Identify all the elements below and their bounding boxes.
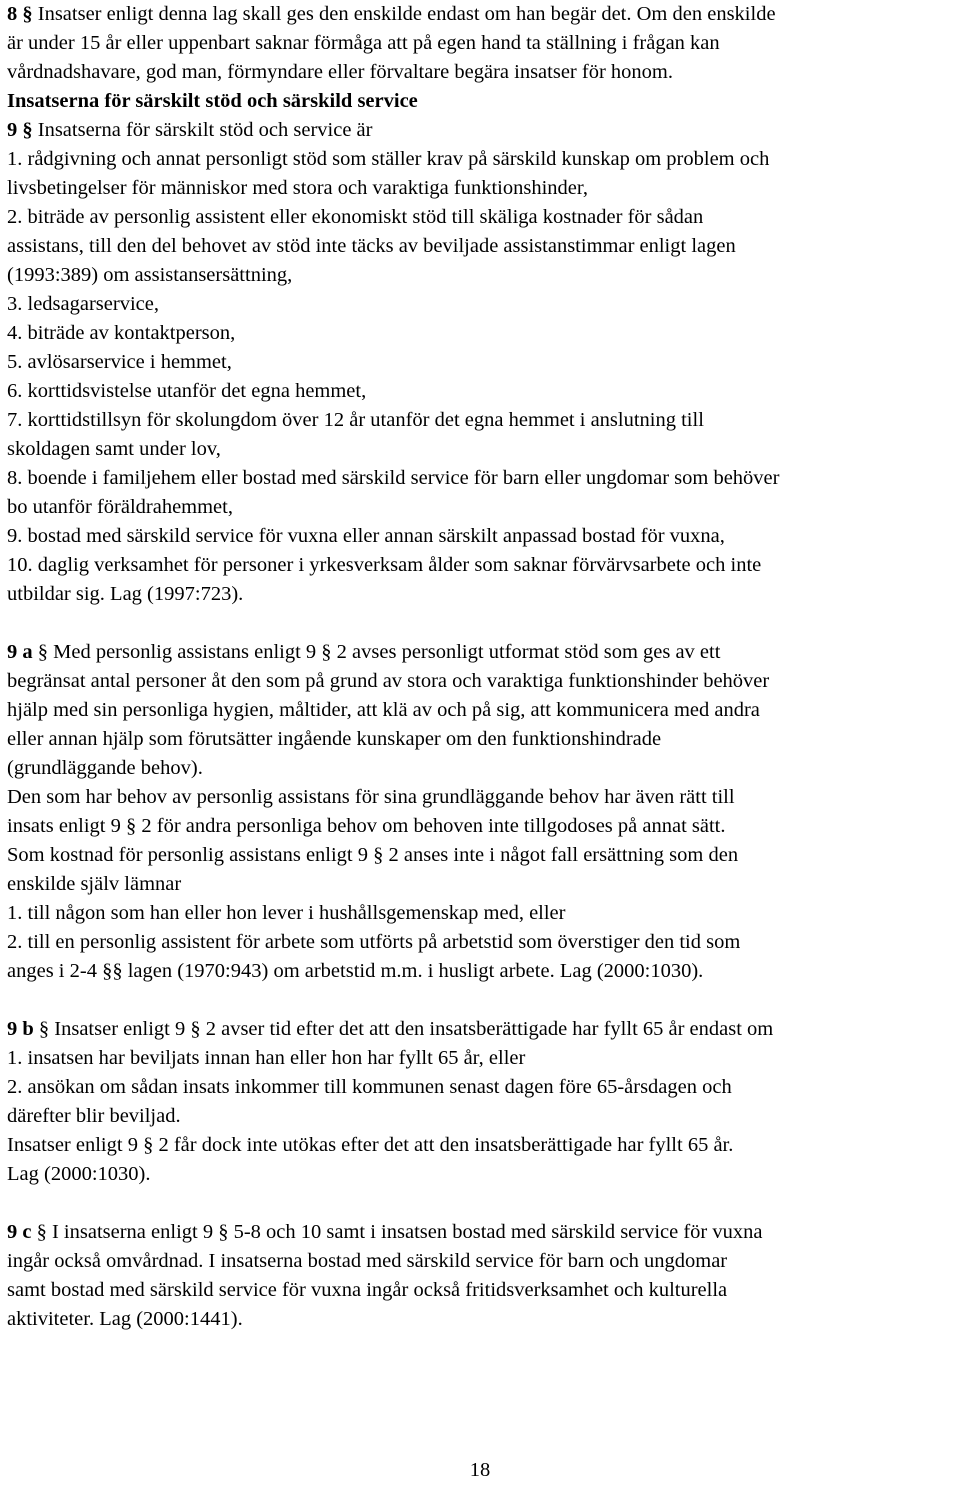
section-number: 9 b xyxy=(7,1018,34,1040)
section9b-line-0 xyxy=(7,1015,955,1044)
section9b-line-3: därefter blir beviljad. xyxy=(7,1105,181,1127)
section9a-line-6: insats enligt 9 § 2 för andra personliga behov om behoven inte tillgodoses på annat sätt. xyxy=(7,815,726,837)
section9a-line-9: 1. till någon som han eller hon lever i hushållsgemenskap med, eller xyxy=(7,902,566,924)
section9-line-2: livsbetingelser för människor med stora och varaktiga funktionshinder, xyxy=(7,177,589,199)
line-text: § Insatser enligt 9 § 2 avser tid efter det att den insatsberättigade har fyllt 65 år endast om xyxy=(33,1018,774,1040)
section9a-line-2: hjälp med sin personliga hygien, måltider, att klä av och på sig, att kommunicera med andra xyxy=(7,699,760,721)
section9-line-0 xyxy=(7,116,955,145)
section9b-line-4: Insatser enligt 9 § 2 får dock inte utökas efter det att den insatsberättigade har fyllt 65 år. xyxy=(7,1134,734,1156)
section9-line-5: (1993:389) om assistansersättning, xyxy=(7,264,293,286)
section9a-line-5: Den som har behov av personlig assistans för sina grundläggande behov har även rätt till xyxy=(7,786,735,808)
section9-line-11: skoldagen samt under lov, xyxy=(7,438,221,460)
section9b-line-1: 1. insatsen har beviljats innan han eller hon har fyllt 65 år, eller xyxy=(7,1047,526,1069)
section9-line-4: assistans, till den del behovet av stöd inte täcks av beviljade assistanstimmar enligt lagen xyxy=(7,235,736,257)
section9-line-3: 2. biträde av personlig assistent eller ekonomiskt stöd till skäliga kostnader för sådan xyxy=(7,206,704,228)
lines_top-line-1: är under 15 år eller uppenbart saknar förmåga att på egen hand ta ställning i frågan kan xyxy=(7,32,720,54)
section9a-line-10: 2. till en personlig assistent för arbete som utförts på arbetstid som överstiger den tid som xyxy=(7,931,741,953)
section9a-line-11: anges i 2-4 §§ lagen (1970:943) om arbetstid m.m. i husligt arbete. Lag (2000:1030). xyxy=(7,960,704,982)
section9c-line-2: samt bostad med särskild service för vuxna ingår också fritidsverksamhet och kulturella xyxy=(7,1279,728,1301)
section9-line-9: 6. korttidsvistelse utanför det egna hemmet, xyxy=(7,380,367,402)
section9-line-14: 9. bostad med särskild service för vuxna eller annan särskilt anpassad bostad för vuxna, xyxy=(7,525,725,547)
paragraph-8 xyxy=(7,0,955,87)
page-number: 18 xyxy=(469,1459,491,1481)
section9-line-15: 10. daglig verksamhet för personer i yrkesverksam ålder som saknar förvärvsarbete och inte xyxy=(7,554,762,576)
section9c-line-1: ingår också omvårdnad. I insatserna bostad med särskild service för barn och ungdomar xyxy=(7,1250,728,1272)
section-number: 8 § xyxy=(7,3,33,25)
section9-line-13: bo utanför föräldrahemmet, xyxy=(7,496,233,518)
line-text: § I insatserna enligt 9 § 5-8 och 10 samt i insatsen bostad med särskild service för vuxna xyxy=(31,1221,763,1243)
blank-line xyxy=(7,986,955,1015)
line-text: Insatser enligt denna lag skall ges den enskilde endast om han begär det. Om den enskilde xyxy=(32,3,776,25)
section9-line-16: utbildar sig. Lag (1997:723). xyxy=(7,583,244,605)
lines_top-line-2: vårdnadshavare, god man, förmyndare eller förvaltare begära insatser för honom. xyxy=(7,61,673,83)
section9b-line-2: 2. ansökan om sådan insats inkommer till kommunen senast dagen före 65-årsdagen och xyxy=(7,1076,732,1098)
section9a-line-3: eller annan hjälp som förutsätter ingående kunskaper om den funktionshindrade xyxy=(7,728,662,750)
section9a-line-8: enskilde själv lämnar xyxy=(7,873,182,895)
section9-line-8: 5. avlösarservice i hemmet, xyxy=(7,351,232,373)
section9-line-1: 1. rådgivning och annat personligt stöd som ställer krav på särskild kunskap om problem och xyxy=(7,148,770,170)
section9b-line-5: Lag (2000:1030). xyxy=(7,1163,151,1185)
line-text: Insatserna för särskilt stöd och service är xyxy=(32,119,373,141)
section9a-line-1: begränsat antal personer åt den som på grund av stora och varaktiga funktionshinder behöver xyxy=(7,670,770,692)
paragraph-9c xyxy=(7,1218,955,1334)
paragraph-9a xyxy=(7,638,955,986)
blank-line xyxy=(7,1189,955,1218)
section9a-line-4: (grundläggande behov). xyxy=(7,757,203,779)
section9-line-10: 7. korttidstillsyn för skolungdom över 12 år utanför det egna hemmet i anslutning till xyxy=(7,409,704,431)
section9-line-7: 4. biträde av kontaktperson, xyxy=(7,322,236,344)
lines_top-line-0 xyxy=(7,0,955,29)
paragraph-9b xyxy=(7,1015,955,1189)
line-text: § Med personlig assistans enligt 9 § 2 avses personligt utformat stöd som ges av ett xyxy=(32,641,721,663)
section9-line-6: 3. ledsagarservice, xyxy=(7,293,159,315)
section-number: 9 c xyxy=(7,1221,32,1243)
section9a-line-7: Som kostnad för personlig assistans enligt 9 § 2 anses inte i något fall ersättning som den xyxy=(7,844,739,866)
blank-line xyxy=(7,609,955,638)
section-heading: Insatserna för särskilt stöd och särskild service xyxy=(7,90,418,112)
section9a-line-0 xyxy=(7,638,955,667)
section-number: 9 § xyxy=(7,119,33,141)
section9c-line-0 xyxy=(7,1218,955,1247)
section9-line-12: 8. boende i familjehem eller bostad med särskild service för barn eller ungdomar som behöver xyxy=(7,467,780,489)
section-number: 9 a xyxy=(7,641,33,663)
paragraph-9 xyxy=(7,116,955,609)
document-page xyxy=(7,0,955,1334)
section9c-line-3: aktiviteter. Lag (2000:1441). xyxy=(7,1308,243,1330)
